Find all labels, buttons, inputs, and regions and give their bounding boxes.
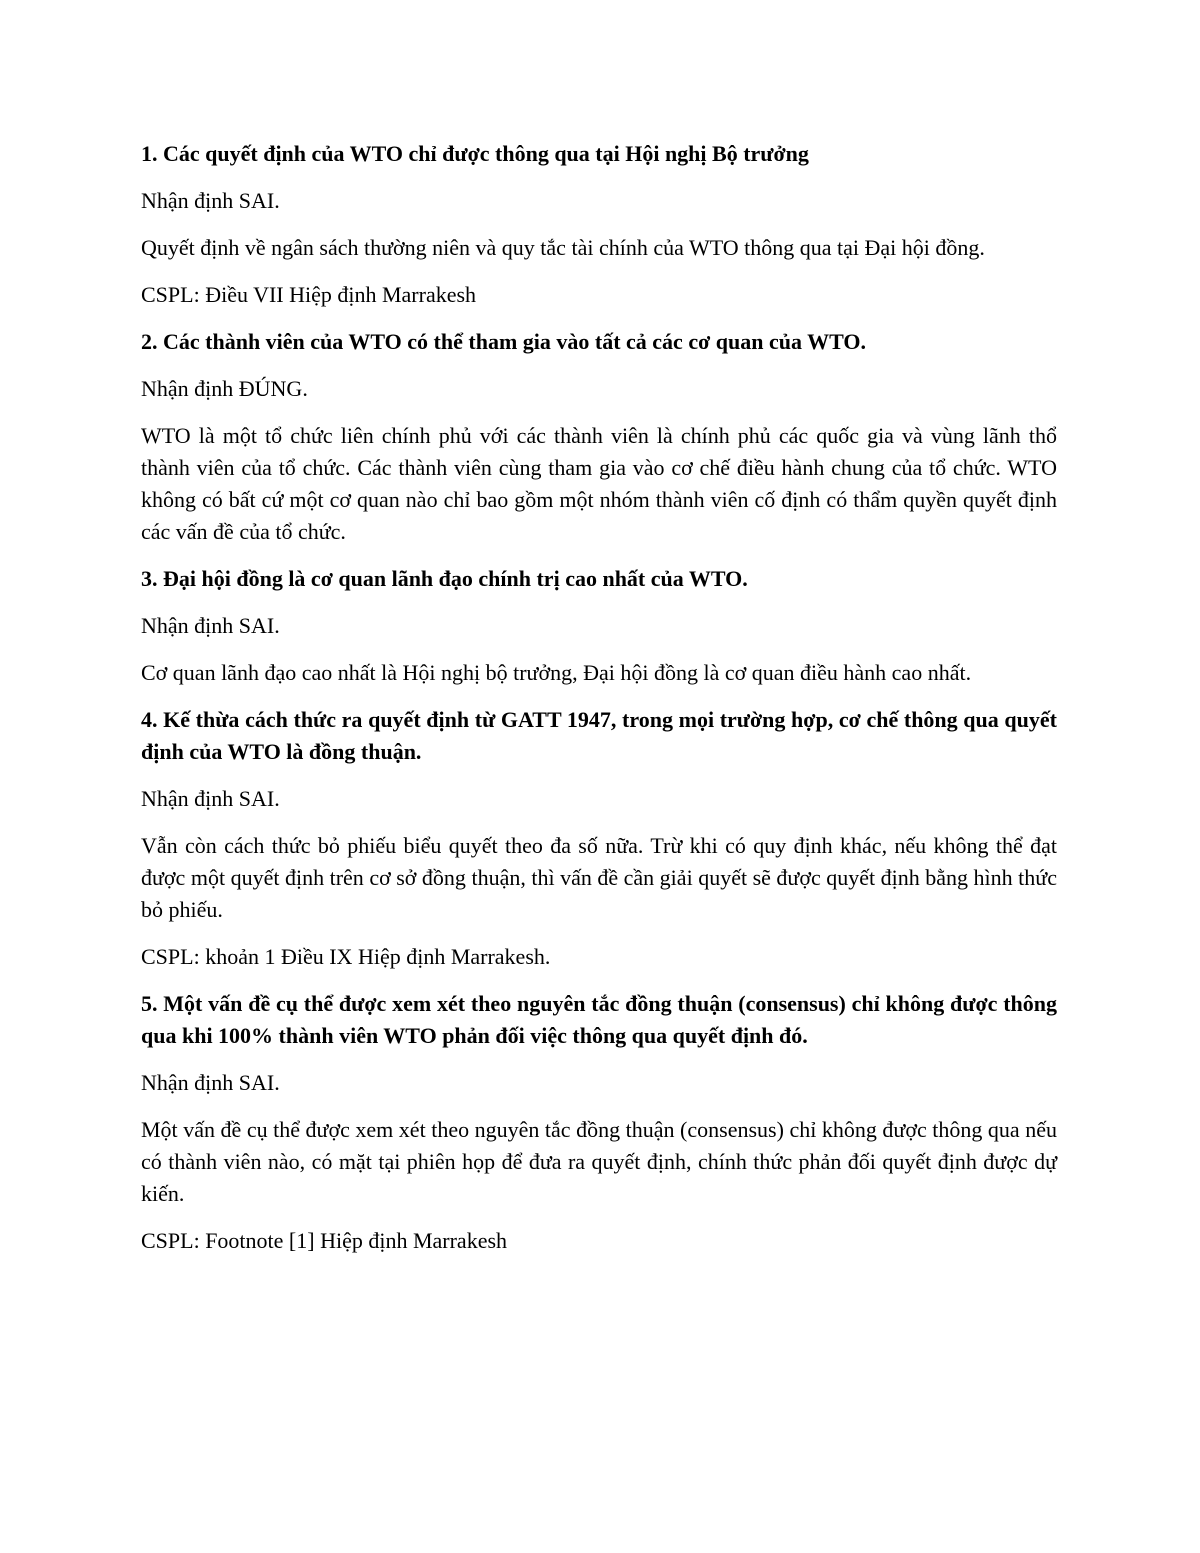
legal-basis-5: CSPL: Footnote [1] Hiệp định Marrakesh	[141, 1228, 508, 1253]
verdict-4: Nhận định SAI.	[141, 786, 280, 811]
question-1: 1. Các quyết định của WTO chỉ được thông qua tại Hội nghị Bộ trưởng	[141, 141, 809, 166]
verdict-1: Nhận định SAI.	[141, 188, 280, 213]
explanation-5: Một vấn đề cụ thể được xem xét theo nguyên tắc đồng thuận (consensus) chỉ không được thông qua nếu có thành viên nào, có mặt tại phiên họp để đưa ra quyết định, chính thức phản đối quyết định được dự kiến.	[141, 1117, 1057, 1206]
question-2: 2. Các thành viên của WTO có thể tham gia vào tất cả các cơ quan của WTO.	[141, 329, 866, 354]
document-page	[141, 138, 1057, 1272]
verdict-3: Nhận định SAI.	[141, 613, 280, 638]
item-3	[141, 563, 1057, 689]
legal-basis-4: CSPL: khoản 1 Điều IX Hiệp định Marrakesh.	[141, 944, 551, 969]
question-3: 3. Đại hội đồng là cơ quan lãnh đạo chính trị cao nhất của WTO.	[141, 566, 748, 591]
item-2	[141, 326, 1057, 548]
explanation-3: Cơ quan lãnh đạo cao nhất là Hội nghị bộ trưởng, Đại hội đồng là cơ quan điều hành cao nhất.	[141, 660, 972, 685]
question-4: 4. Kế thừa cách thức ra quyết định từ GATT 1947, trong mọi trường hợp, cơ chế thông qua quyết định của WTO là đồng thuận.	[141, 707, 1057, 764]
explanation-4: Vẫn còn cách thức bỏ phiếu biểu quyết theo đa số nữa. Trừ khi có quy định khác, nếu không thể đạt được một quyết định trên cơ sở đồng thuận, thì vấn đề cần giải quyết sẽ được quyết định bằng hình thức bỏ phiếu.	[141, 833, 1057, 922]
legal-basis-1: CSPL: Điều VII Hiệp định Marrakesh	[141, 282, 477, 307]
item-5	[141, 988, 1057, 1257]
item-4	[141, 704, 1057, 973]
verdict-2: Nhận định ĐÚNG.	[141, 376, 308, 401]
item-1	[141, 138, 1057, 311]
explanation-1: Quyết định về ngân sách thường niên và quy tắc tài chính của WTO thông qua tại Đại hội đồng.	[141, 235, 985, 260]
verdict-5: Nhận định SAI.	[141, 1070, 280, 1095]
explanation-2: WTO là một tổ chức liên chính phủ với các thành viên là chính phủ các quốc gia và vùng lãnh thổ thành viên của tổ chức. Các thành viên cùng tham gia vào cơ chế điều hành chung của tổ chức. WTO không có bất cứ một cơ quan nào chỉ bao gồm một nhóm thành viên cố định có thẩm quyền quyết định các vấn đề của tổ chức.	[141, 423, 1057, 544]
question-5: 5. Một vấn đề cụ thể được xem xét theo nguyên tắc đồng thuận (consensus) chỉ không được thông qua khi 100% thành viên WTO phản đối việc thông qua quyết định đó.	[141, 991, 1057, 1048]
